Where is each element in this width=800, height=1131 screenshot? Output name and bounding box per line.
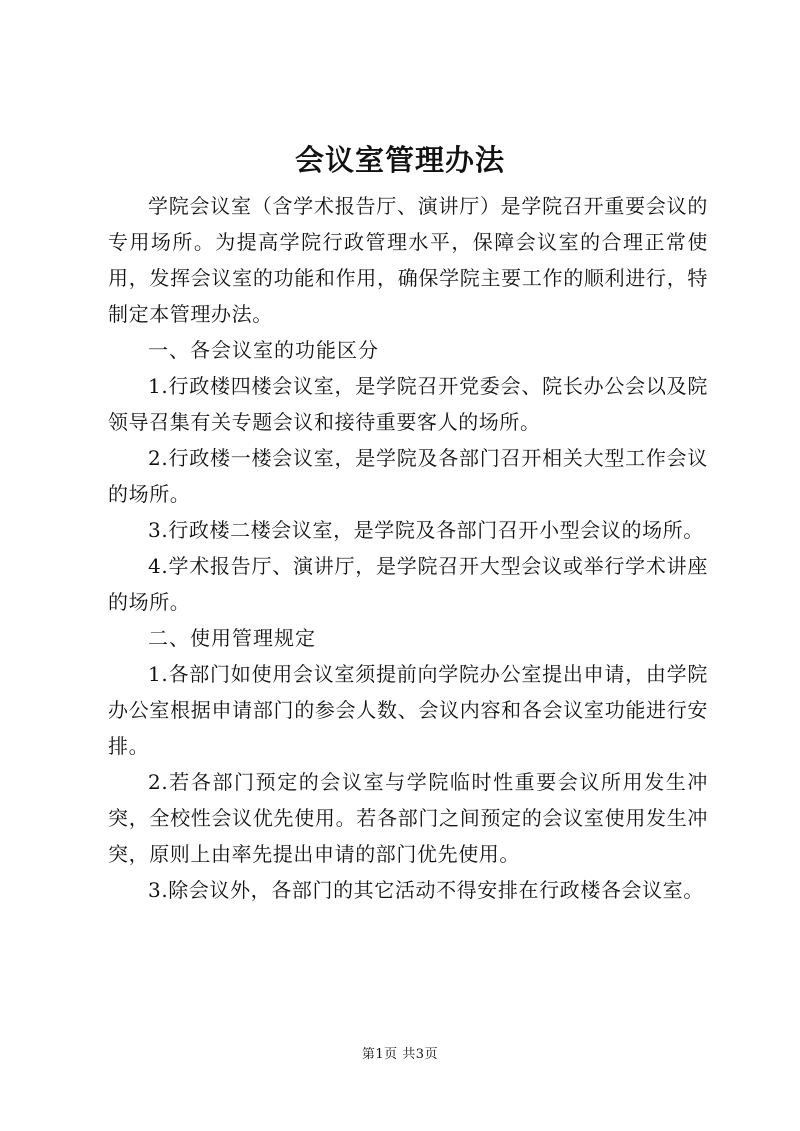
document-title: 会议室管理办法 [294,143,505,177]
section-1-item-1: 1.行政楼四楼会议室，是学院召开党委会、院长办公会以及院领导召集有关专题会议和接待重要客人的场所。 [108,374,708,434]
page-footer: 第1页 共3页 [361,1047,439,1062]
document-body [108,188,708,908]
section-2-item-1: 1.各部门如使用会议室须提前向学院办公室提出申请，由学院办公室根据申请部门的参会人数、会议内容和各会议室功能进行安排。 [108,662,708,758]
section-2-item-3: 3.除会议外，各部门的其它活动不得安排在行政楼各会议室。 [148,878,704,902]
intro-paragraph: 学院会议室（含学术报告厅、演讲厅）是学院召开重要会议的专用场所。为提高学院行政管理水平，保障会议室的合理正常使用，发挥会议室的功能和作用，确保学院主要工作的顺利进行，特制定本管理办法。 [108,194,708,326]
section-2-item-2: 2.若各部门预定的会议室与学院临时性重要会议所用发生冲突，全校性会议优先使用。若各部门之间预定的会议室使用发生冲突，原则上由率先提出申请的部门优先使用。 [108,770,708,866]
section-1-item-4: 4.学术报告厅、演讲厅，是学院召开大型会议或举行学术讲座的场所。 [108,554,708,614]
section-1-item-2: 2.行政楼一楼会议室，是学院及各部门召开相关大型工作会议的场所。 [108,446,708,506]
section-heading-1: 一、各会议室的功能区分 [148,338,379,362]
section-1-item-3: 3.行政楼二楼会议室，是学院及各部门召开小型会议的场所。 [148,518,704,542]
section-heading-2: 二、使用管理规定 [148,626,316,650]
